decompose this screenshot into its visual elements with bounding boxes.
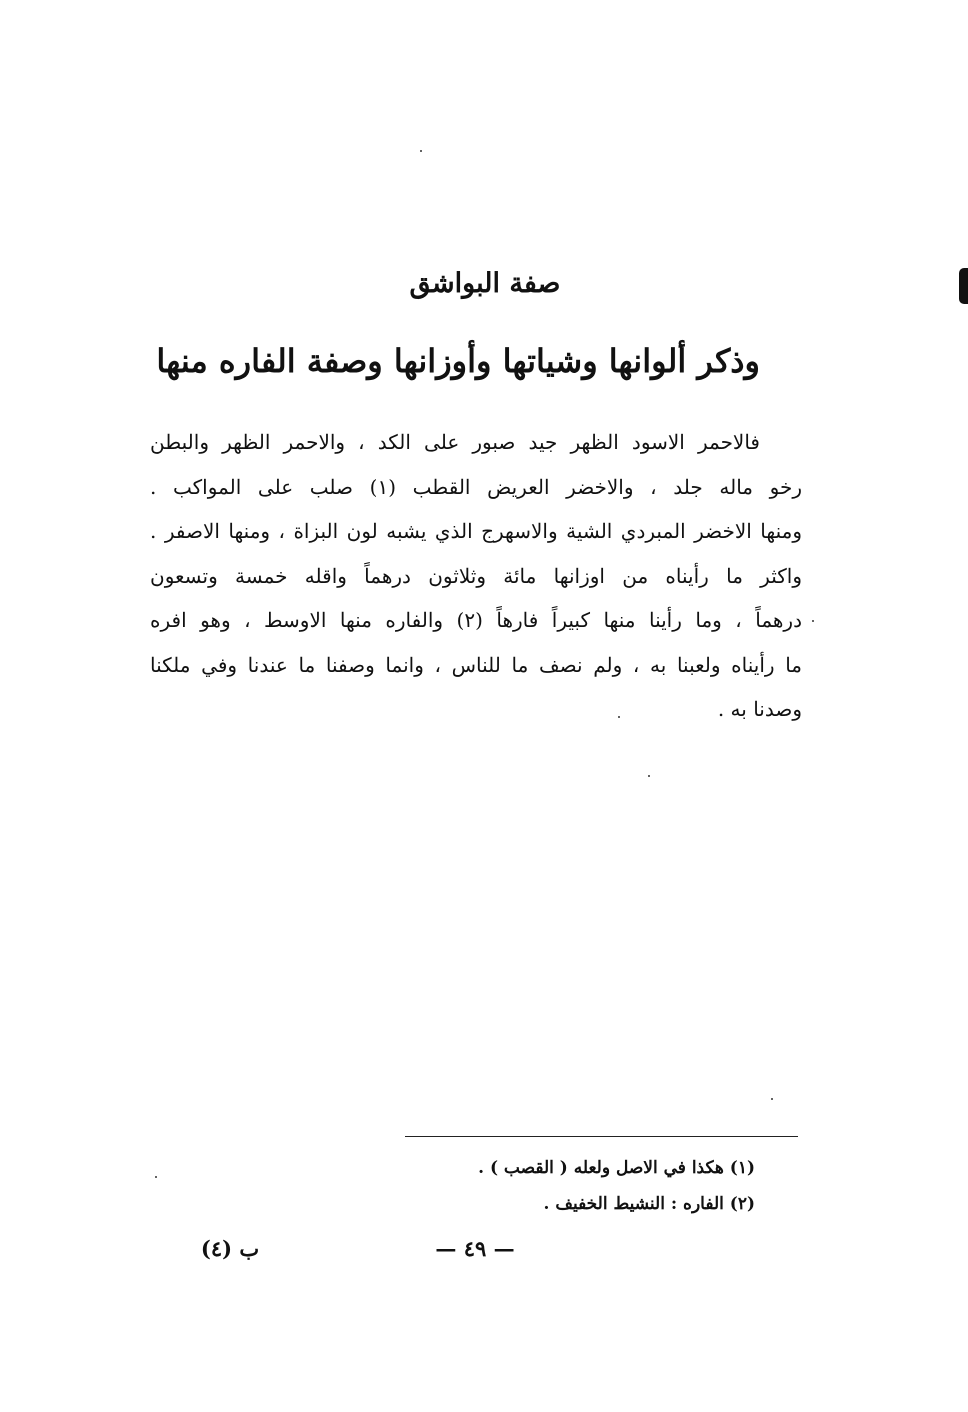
printer-signature: ب (٤) <box>200 1236 260 1261</box>
page-number: — ٤٩ — <box>435 1236 515 1261</box>
footnotes <box>380 1150 755 1222</box>
body-line: ومنها الاخضر المبردي الشية والاسهرج الذي يشبه لون البزاة ، ومنها الاصفر . <box>150 519 802 543</box>
chapter-subtitle: وذكر ألوانها وشياتها وأوزانها وصفة الفاره منها <box>156 342 760 380</box>
footnote-separator <box>405 1136 798 1137</box>
body-line: رخو ماله جلد ، والاخضر العريض القطب (١) صلب على المواكب . <box>150 474 803 499</box>
paper-speck <box>648 775 650 777</box>
paper-speck <box>155 1176 157 1178</box>
paper-speck <box>618 716 620 718</box>
paper-speck <box>812 620 814 622</box>
body-line: وصدنا به . <box>717 697 802 721</box>
body-line: درهماً ، وما رأينا منها كبيراً فارهاً (٢) والفاره منها الاوسط ، وهو افره <box>150 608 802 632</box>
body-line: واكثر ما رأيناه من اوزانها مائة وثلاثون درهماً واقله خمسة وتسعون <box>150 563 802 588</box>
body-paragraph <box>150 420 802 732</box>
body-line: ما رأيناه ولعبنا به ، ولم نصف ما للناس ، وانما وصفنا ما عندنا وفي ملكنا <box>150 652 802 677</box>
footnote-1: (١) هكذا في الاصل ولعله ( القصب ) . <box>478 1158 755 1178</box>
footnote-2: (٢) الفاره : النشيط الخفيف . <box>543 1194 755 1214</box>
chapter-title: صفة البواشق <box>409 268 561 299</box>
body-line: فالاحمر الاسود الظهر جيد صبور على الكد ، والاحمر الظهر والبطن <box>150 430 760 454</box>
paper-speck <box>420 150 422 152</box>
paper-speck <box>771 1098 773 1100</box>
page-edge-mark <box>959 268 968 304</box>
